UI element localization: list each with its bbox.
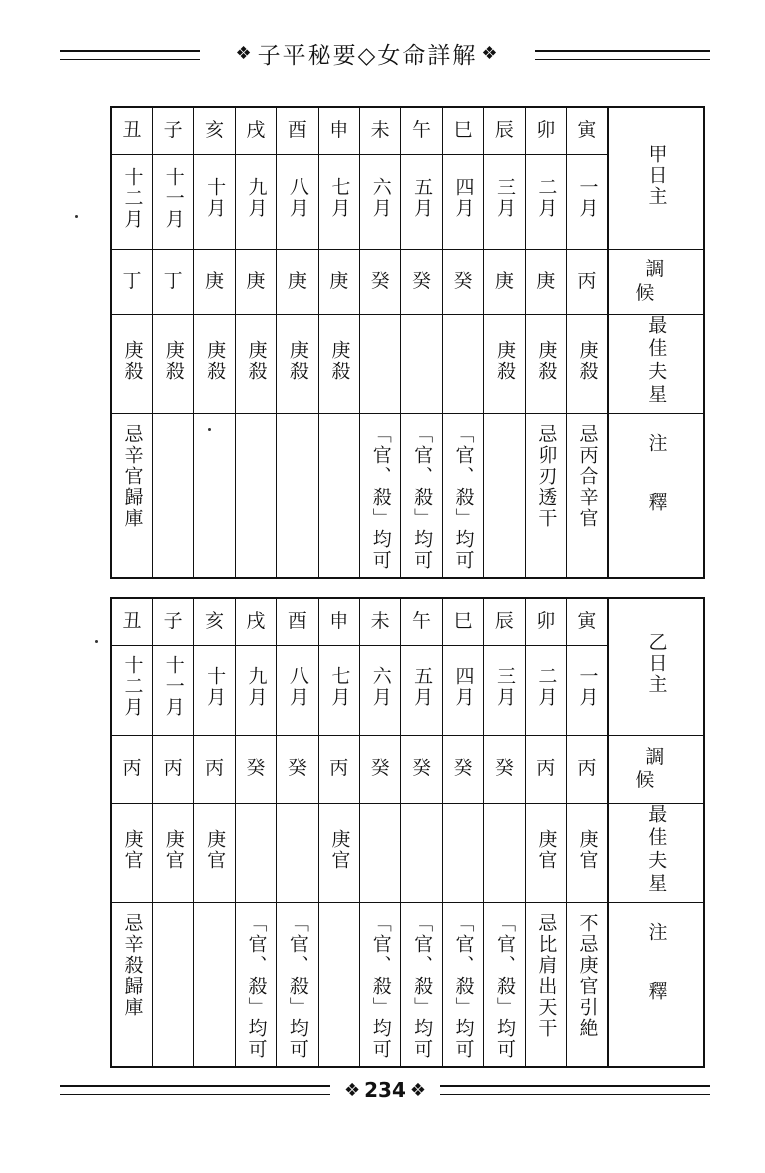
row-best xyxy=(111,314,704,413)
cell-notes xyxy=(484,902,525,1067)
cell-tune xyxy=(277,249,318,314)
cell-months xyxy=(484,154,525,249)
cell-months xyxy=(235,645,276,735)
cell-best xyxy=(235,803,276,902)
cell-tune xyxy=(401,735,442,803)
speck xyxy=(75,215,78,218)
cell-branches xyxy=(235,107,276,154)
cell-notes xyxy=(442,902,483,1067)
cell-tune xyxy=(277,735,318,803)
tune-text: 丙 xyxy=(329,757,349,780)
cell-months xyxy=(442,154,483,249)
cell-months xyxy=(566,154,607,249)
cell-branches xyxy=(318,598,359,645)
best-text: 庚殺 xyxy=(121,339,144,382)
months-text: 八月 xyxy=(286,177,309,220)
branches-text: 未 xyxy=(370,610,390,633)
cell-notes xyxy=(318,413,359,578)
tune-text: 丁 xyxy=(163,269,183,292)
notes-text: 「官、殺」均可 xyxy=(245,912,268,1060)
notes-text: 忌比肩出天干 xyxy=(535,912,558,1039)
cell-best xyxy=(359,803,400,902)
months-text: 十一月 xyxy=(162,655,185,719)
cell-branches xyxy=(401,598,442,645)
tune-text: 庚 xyxy=(205,269,225,292)
months-text: 三月 xyxy=(493,665,516,708)
branches-text: 午 xyxy=(412,610,432,633)
months-text: 三月 xyxy=(493,177,516,220)
cell-tune xyxy=(318,735,359,803)
cell-months xyxy=(194,645,235,735)
notes-text: 「官、殺」均可 xyxy=(411,912,434,1060)
cell-branches xyxy=(401,107,442,154)
ornament-icon: ❖ xyxy=(409,1079,427,1101)
cell-tune xyxy=(442,735,483,803)
notes-text: 忌辛殺歸庫 xyxy=(121,912,144,1018)
cell-months xyxy=(235,154,276,249)
cell-months xyxy=(111,645,152,735)
cell-tune xyxy=(111,735,152,803)
day-master-label: 乙日主 xyxy=(645,632,668,696)
cell-months xyxy=(194,154,235,249)
cell-branches xyxy=(442,107,483,154)
cell-tune xyxy=(111,249,152,314)
months-text: 二月 xyxy=(535,177,558,220)
tune-text: 丙 xyxy=(577,269,597,292)
branches-text: 辰 xyxy=(494,610,514,633)
branches-text: 子 xyxy=(163,610,183,633)
row-label-tune: 調候 xyxy=(635,258,687,304)
branches-text: 辰 xyxy=(494,119,514,142)
cell-notes xyxy=(111,902,152,1067)
cell-best xyxy=(484,314,525,413)
tune-text: 庚 xyxy=(494,269,514,292)
row-tune xyxy=(111,249,704,314)
cell-best xyxy=(566,314,607,413)
cell-months xyxy=(359,154,400,249)
cell-notes xyxy=(235,902,276,1067)
cell-notes xyxy=(359,413,400,578)
months-text: 十一月 xyxy=(162,166,185,230)
branches-text: 酉 xyxy=(287,119,307,142)
cell-branches xyxy=(152,598,193,645)
cell-tune xyxy=(359,735,400,803)
header-title-box xyxy=(200,38,535,68)
tune-text: 庚 xyxy=(246,269,266,292)
best-text: 庚官 xyxy=(204,828,227,871)
cell-tune xyxy=(525,735,566,803)
cell-tune xyxy=(235,735,276,803)
cell-best xyxy=(235,314,276,413)
best-text: 庚官 xyxy=(535,828,558,871)
cell-best xyxy=(318,803,359,902)
branches-text: 申 xyxy=(329,610,349,633)
notes-text: 忌卯刃透干 xyxy=(535,423,558,529)
cell-branches xyxy=(277,107,318,154)
row-label-cell xyxy=(608,902,704,1067)
cell-best xyxy=(525,314,566,413)
tune-text: 丙 xyxy=(122,757,142,780)
tune-text: 癸 xyxy=(494,757,514,780)
row-label-notes: 注釋 xyxy=(645,433,668,552)
cell-months xyxy=(525,645,566,735)
cell-tune xyxy=(442,249,483,314)
cell-best xyxy=(111,314,152,413)
tune-text: 癸 xyxy=(453,757,473,780)
branches-text: 戌 xyxy=(246,610,266,633)
cell-best xyxy=(484,803,525,902)
notes-text: 忌辛官歸庫 xyxy=(121,423,144,529)
cell-branches xyxy=(111,107,152,154)
cell-best xyxy=(359,314,400,413)
cell-notes xyxy=(525,413,566,578)
cell-branches xyxy=(525,107,566,154)
day-master-cell xyxy=(608,598,704,735)
best-text: 庚官 xyxy=(162,828,185,871)
best-text: 庚殺 xyxy=(493,339,516,382)
cell-tune xyxy=(318,249,359,314)
tune-text: 癸 xyxy=(246,757,266,780)
cell-tune xyxy=(152,735,193,803)
cell-notes xyxy=(318,902,359,1067)
cell-notes xyxy=(111,413,152,578)
cell-best xyxy=(111,803,152,902)
row-tune xyxy=(111,735,704,803)
speck xyxy=(95,640,98,643)
branches-text: 巳 xyxy=(453,610,473,633)
notes-text: 忌丙合辛官 xyxy=(576,423,599,529)
cell-branches xyxy=(484,107,525,154)
branches-text: 寅 xyxy=(577,119,597,142)
row-label-best: 最佳夫星 xyxy=(645,803,668,896)
notes-text: 「官、殺」均可 xyxy=(369,423,392,571)
cell-notes xyxy=(235,413,276,578)
cell-tune xyxy=(401,249,442,314)
months-text: 四月 xyxy=(452,177,475,220)
row-label-cell xyxy=(608,249,704,314)
cell-months xyxy=(401,645,442,735)
tune-text: 庚 xyxy=(287,269,307,292)
cell-months xyxy=(525,154,566,249)
branches-text: 卯 xyxy=(536,119,556,142)
cell-best xyxy=(401,803,442,902)
row-notes xyxy=(111,413,704,578)
months-text: 六月 xyxy=(369,177,392,220)
cell-tune xyxy=(194,735,235,803)
cell-months xyxy=(359,645,400,735)
cell-months xyxy=(277,645,318,735)
months-text: 一月 xyxy=(576,177,599,220)
branches-text: 午 xyxy=(412,119,432,142)
branches-text: 戌 xyxy=(246,119,266,142)
row-label-cell xyxy=(608,735,704,803)
cell-notes xyxy=(401,413,442,578)
chart-table-1 xyxy=(110,106,705,579)
months-text: 七月 xyxy=(328,665,351,708)
notes-text: 「官、殺」均可 xyxy=(452,912,475,1060)
branches-text: 亥 xyxy=(205,119,225,142)
branches-text: 巳 xyxy=(453,119,473,142)
months-text: 六月 xyxy=(369,665,392,708)
notes-text: 不忌庚官引絶 xyxy=(576,912,599,1039)
cell-tune xyxy=(235,249,276,314)
branches-text: 子 xyxy=(163,119,183,142)
cell-branches xyxy=(152,107,193,154)
cell-best xyxy=(566,803,607,902)
cell-best xyxy=(525,803,566,902)
cell-best xyxy=(152,314,193,413)
cell-notes xyxy=(152,902,193,1067)
day-master-label: 甲日主 xyxy=(645,143,668,207)
cell-best xyxy=(194,803,235,902)
notes-text: 「官、殺」均可 xyxy=(493,912,516,1060)
cell-notes xyxy=(401,902,442,1067)
tune-text: 庚 xyxy=(536,269,556,292)
cell-months xyxy=(277,154,318,249)
speck xyxy=(208,428,211,431)
best-text: 庚殺 xyxy=(576,339,599,382)
ornament-icon: ❖ xyxy=(343,1079,361,1101)
cell-best xyxy=(442,803,483,902)
cell-best xyxy=(318,314,359,413)
cell-months xyxy=(401,154,442,249)
tune-text: 癸 xyxy=(412,757,432,780)
cell-notes xyxy=(484,413,525,578)
cell-branches xyxy=(194,107,235,154)
cell-tune xyxy=(566,735,607,803)
best-text: 庚殺 xyxy=(286,339,309,382)
cell-notes xyxy=(566,413,607,578)
cell-months xyxy=(318,645,359,735)
notes-text: 「官、殺」均可 xyxy=(369,912,392,1060)
ornament-icon: ❖ xyxy=(481,42,500,64)
branches-text: 寅 xyxy=(577,610,597,633)
cell-branches xyxy=(111,598,152,645)
page-number-box xyxy=(330,1075,440,1105)
cell-tune xyxy=(525,249,566,314)
tune-text: 癸 xyxy=(370,269,390,292)
row-branches xyxy=(111,107,704,154)
months-text: 十月 xyxy=(204,665,227,708)
branches-text: 亥 xyxy=(205,610,225,633)
cell-branches xyxy=(484,598,525,645)
cell-notes xyxy=(194,413,235,578)
tune-text: 丙 xyxy=(205,757,225,780)
cell-months xyxy=(111,154,152,249)
cell-notes xyxy=(525,902,566,1067)
branches-text: 酉 xyxy=(287,610,307,633)
row-label-cell xyxy=(608,413,704,578)
ornament-icon: ❖ xyxy=(235,42,254,64)
cell-notes xyxy=(152,413,193,578)
months-text: 五月 xyxy=(411,177,434,220)
cell-notes xyxy=(442,413,483,578)
best-text: 庚殺 xyxy=(204,339,227,382)
months-text: 九月 xyxy=(245,665,268,708)
row-branches xyxy=(111,598,704,645)
cell-branches xyxy=(359,107,400,154)
notes-text: 「官、殺」均可 xyxy=(411,423,434,571)
cell-best xyxy=(442,314,483,413)
branches-text: 未 xyxy=(370,119,390,142)
cell-notes xyxy=(194,902,235,1067)
tune-text: 癸 xyxy=(370,757,390,780)
cell-branches xyxy=(442,598,483,645)
tune-text: 癸 xyxy=(287,757,307,780)
cell-tune xyxy=(194,249,235,314)
cell-months xyxy=(566,645,607,735)
months-text: 八月 xyxy=(286,665,309,708)
months-text: 十二月 xyxy=(121,166,144,230)
cell-months xyxy=(152,154,193,249)
months-text: 七月 xyxy=(328,177,351,220)
page-footer xyxy=(60,1075,710,1105)
cell-branches xyxy=(318,107,359,154)
cell-notes xyxy=(277,902,318,1067)
cell-branches xyxy=(359,598,400,645)
cell-best xyxy=(152,803,193,902)
tune-text: 癸 xyxy=(453,269,473,292)
notes-text: 「官、殺」均可 xyxy=(452,423,475,571)
months-text: 一月 xyxy=(576,665,599,708)
months-text: 五月 xyxy=(411,665,434,708)
row-label-notes: 注釋 xyxy=(645,922,668,1041)
cell-branches xyxy=(566,107,607,154)
cell-months xyxy=(318,154,359,249)
cell-best xyxy=(277,803,318,902)
page-number: 234 xyxy=(364,1078,406,1102)
row-label-best: 最佳夫星 xyxy=(645,314,668,407)
cell-tune xyxy=(152,249,193,314)
months-text: 二月 xyxy=(535,665,558,708)
cell-notes xyxy=(566,902,607,1067)
best-text: 庚殺 xyxy=(162,339,185,382)
months-text: 九月 xyxy=(245,177,268,220)
row-label-tune: 調候 xyxy=(635,745,687,791)
tune-text: 庚 xyxy=(329,269,349,292)
row-best xyxy=(111,803,704,902)
best-text: 庚殺 xyxy=(328,339,351,382)
day-master-cell xyxy=(608,107,704,249)
row-label-cell xyxy=(608,803,704,902)
tune-text: 癸 xyxy=(412,269,432,292)
best-text: 庚殺 xyxy=(245,339,268,382)
header-title: 子平秘要◇女命詳解 xyxy=(257,42,478,69)
cell-notes xyxy=(277,413,318,578)
cell-branches xyxy=(235,598,276,645)
branches-text: 卯 xyxy=(536,610,556,633)
page-header xyxy=(60,38,710,68)
cell-tune xyxy=(566,249,607,314)
cell-months xyxy=(152,645,193,735)
tune-text: 丙 xyxy=(163,757,183,780)
cell-tune xyxy=(359,249,400,314)
row-label-cell xyxy=(608,314,704,413)
chart-table-2 xyxy=(110,597,705,1068)
cell-branches xyxy=(566,598,607,645)
months-text: 十二月 xyxy=(121,655,144,719)
cell-best xyxy=(194,314,235,413)
cell-months xyxy=(484,645,525,735)
tune-text: 丁 xyxy=(122,269,142,292)
best-text: 庚殺 xyxy=(535,339,558,382)
cell-best xyxy=(277,314,318,413)
notes-text: 「官、殺」均可 xyxy=(286,912,309,1060)
branches-text: 申 xyxy=(329,119,349,142)
cell-tune xyxy=(484,249,525,314)
cell-branches xyxy=(277,598,318,645)
cell-notes xyxy=(359,902,400,1067)
cell-branches xyxy=(194,598,235,645)
best-text: 庚官 xyxy=(121,828,144,871)
months-text: 四月 xyxy=(452,665,475,708)
best-text: 庚官 xyxy=(328,828,351,871)
cell-best xyxy=(401,314,442,413)
branches-text: 丑 xyxy=(122,119,142,142)
best-text: 庚官 xyxy=(576,828,599,871)
cell-branches xyxy=(525,598,566,645)
months-text: 十月 xyxy=(204,177,227,220)
cell-months xyxy=(442,645,483,735)
cell-tune xyxy=(484,735,525,803)
branches-text: 丑 xyxy=(122,610,142,633)
tune-text: 丙 xyxy=(577,757,597,780)
tune-text: 丙 xyxy=(536,757,556,780)
row-notes xyxy=(111,902,704,1067)
